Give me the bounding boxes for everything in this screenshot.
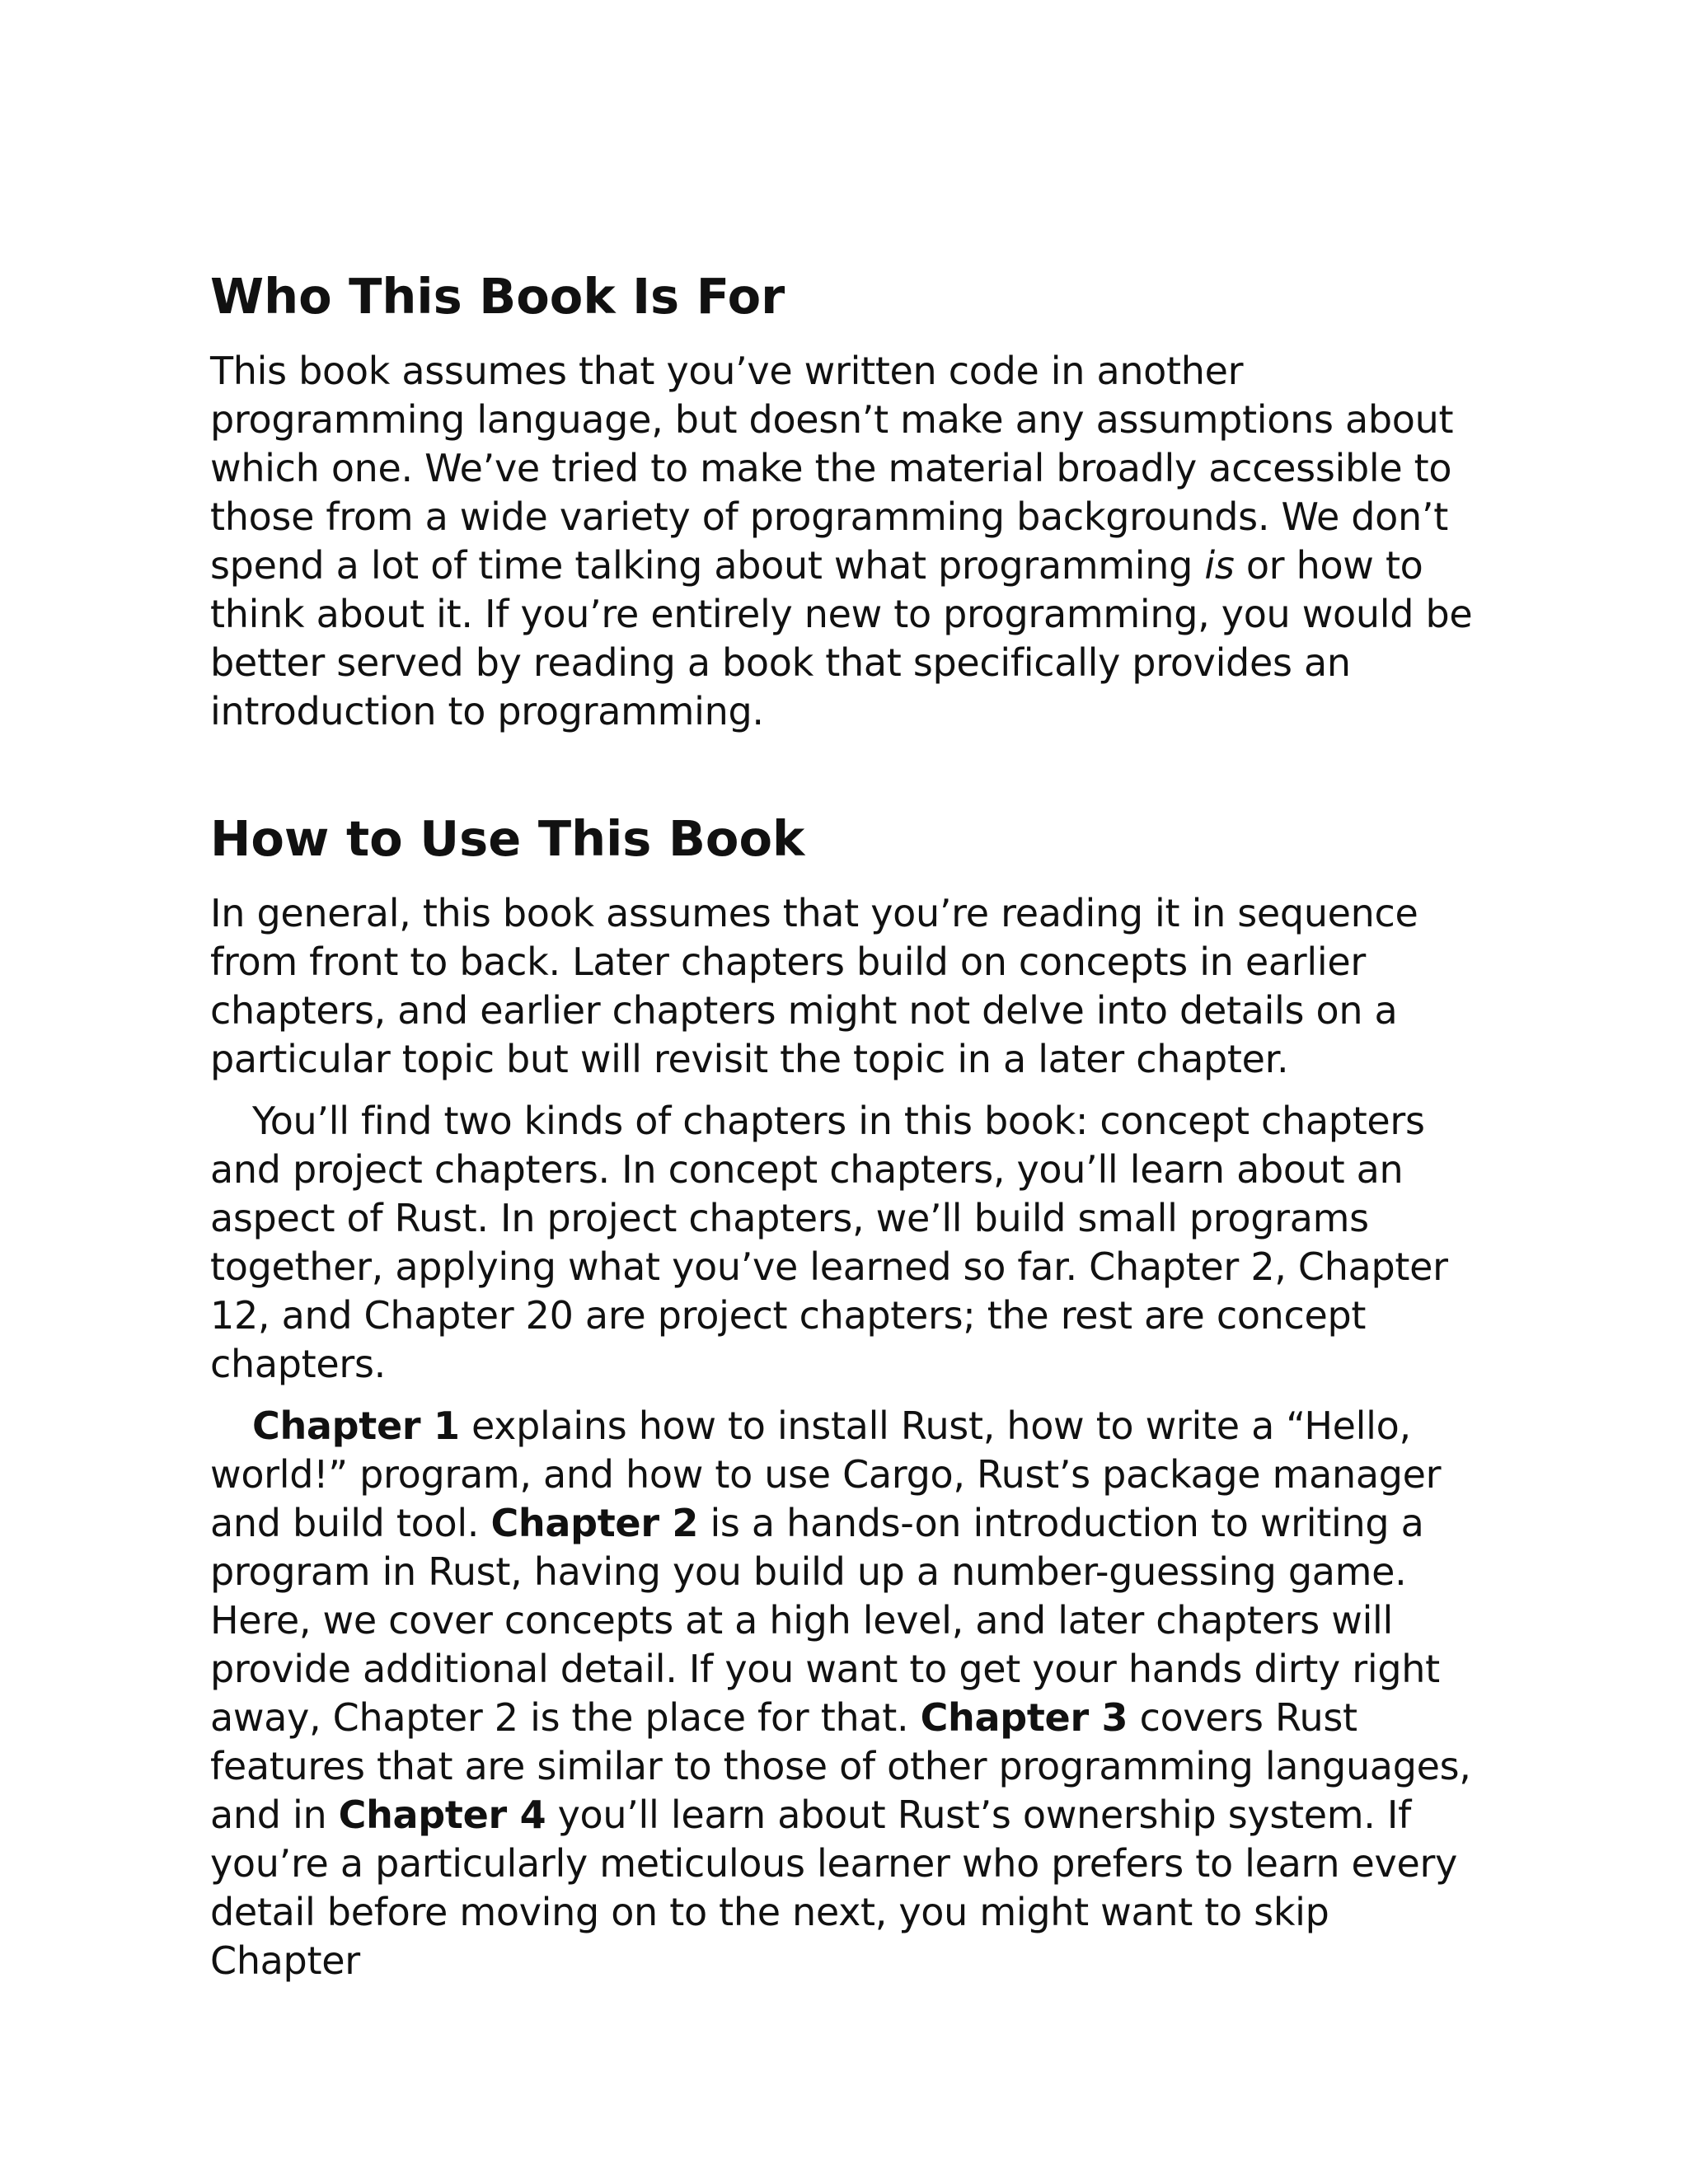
paragraph-reading-order <box>210 889 1488 1084</box>
text-segment: or how to think about it. If you’re entirely new to programming, you would be better served by reading a book that specifically provides an introduction to programming. <box>210 543 1473 733</box>
chapter-2-label: Chapter 2 <box>490 1501 699 1545</box>
text-segment: This book assumes that you’ve written code in another programming language, but doesn’t make any assumptions about which one. We’ve tried to make the material broadly accessible to those from a wide variety of programming backgrounds. We don’t spend a lot of time talking about what programming <box>210 349 1454 588</box>
paragraph-chapter-kinds <box>210 1097 1488 1389</box>
text-segment: In general, this book assumes that you’re reading it in sequence from front to back. Later chapters build on concepts in earlier chapters, and earlier chapters might not delve into details on a particular topic but will revisit the topic in a later chapter. <box>210 891 1418 1081</box>
text-segment: you’ll learn about Rust’s ownership system. If you’re a particularly meticulous learner who prefers to learn every detail before moving on to the next, you might want to skip Chapter <box>210 1793 1457 1983</box>
section-heading-how-to-use-this-book: How to Use This Book <box>210 810 805 867</box>
chapter-3-label: Chapter 3 <box>920 1695 1128 1740</box>
document-page <box>210 268 1488 1985</box>
chapter-1-label: Chapter 1 <box>252 1404 460 1448</box>
text-segment: You’ll find two kinds of chapters in this book: concept chapters and project chapters. In concept chapters, you’ll learn about an aspect of Rust. In project chapters, we’ll build small programs together, applying what you’ve learned so far. Chapter 2, Chapter 12, and Chapter 20 are project chapters; the rest are concept chapters. <box>210 1099 1448 1386</box>
section-heading-who-this-book-is-for: Who This Book Is For <box>210 268 785 325</box>
paragraph-audience <box>210 347 1488 736</box>
emphasis-text: is <box>1204 543 1235 588</box>
text-segment: is a hands-on introduction to writing a program in Rust, having you build up a number-guessing game. Here, we cover concepts at a high level, and later chapters will provide additional detail. If you want to get your hands dirty right away, Chapter 2 is the place for that. <box>210 1501 1440 1740</box>
chapter-4-label: Chapter 4 <box>338 1793 546 1837</box>
text-segment: covers Rust features that are similar to those of other programming languages, and in <box>210 1695 1471 1837</box>
paragraph-chapter-overview <box>210 1402 1488 1985</box>
text-segment: explains how to install Rust, how to write a “Hello, world!” program, and how to use Cargo, Rust’s package manager and build tool. <box>210 1404 1442 1545</box>
